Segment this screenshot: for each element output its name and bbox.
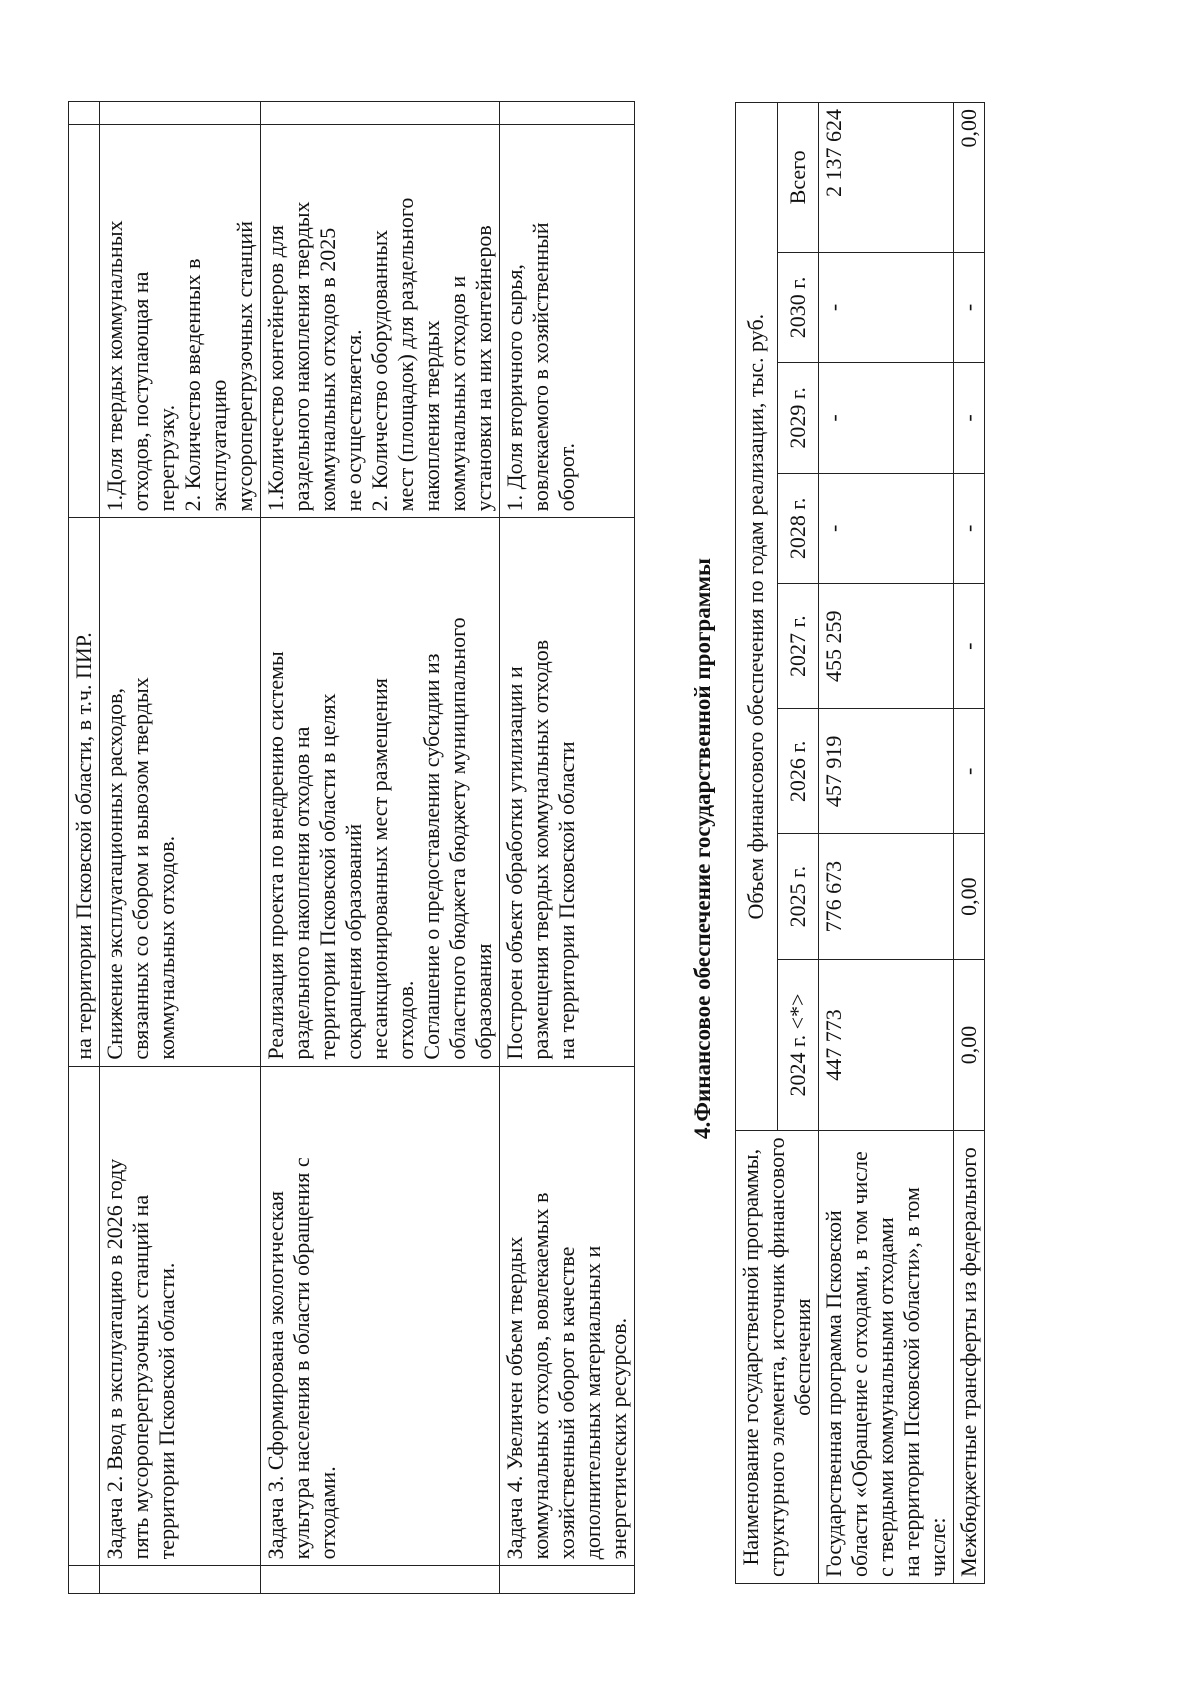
finance-header-row bbox=[736, 103, 778, 1584]
year-header-cell: 2028 г. bbox=[777, 473, 819, 583]
measure-text-line: Реализация проекта по внедрению системы bbox=[263, 651, 288, 1060]
indicator-text-line: раздельного накопления твердых bbox=[289, 201, 314, 512]
empty-cell bbox=[500, 102, 635, 125]
finance-row bbox=[819, 103, 954, 1584]
tasks-table bbox=[68, 101, 635, 1594]
empty-cell bbox=[261, 102, 500, 125]
empty-cell bbox=[100, 102, 261, 125]
finance-value-cell: 2 137 624 bbox=[819, 103, 954, 253]
measure-cell bbox=[69, 518, 100, 1066]
finance-value-cell: - bbox=[819, 363, 954, 473]
task-text-line: территории Псковской области. bbox=[154, 1262, 179, 1560]
task-text-line: Задача 3. Сформирована экологическая bbox=[263, 1191, 288, 1560]
finance-value-cell: 457 919 bbox=[819, 709, 954, 834]
indicator-text-line: коммунальных отходов в 2025 bbox=[315, 227, 340, 512]
indicator-text-line: 1.Доля твердых коммунальных bbox=[102, 220, 127, 512]
indicator-text-line: вовлекаемого в хозяйственный bbox=[528, 222, 553, 512]
indicator-text-line: мусороперегрузочных станций bbox=[232, 220, 257, 512]
year-header-cell: 2029 г. bbox=[777, 363, 819, 473]
name-header-line: обеспечения bbox=[790, 1298, 815, 1416]
task-text-line: хозяйственный оборот в качестве bbox=[554, 1246, 579, 1560]
measure-cell bbox=[261, 518, 500, 1066]
finance-value-cell: 776 673 bbox=[819, 834, 954, 959]
task-text-line: отходами. bbox=[315, 1466, 340, 1560]
indicator-text-line: оборот. bbox=[554, 442, 579, 512]
task-cell bbox=[500, 1066, 635, 1566]
measure-text-line: территории Псковской области в целях bbox=[315, 693, 340, 1060]
finance-name-line: на территории Псковской области», в том bbox=[899, 1187, 924, 1577]
finance-value-cell: - bbox=[954, 473, 985, 583]
indicator-text-line: коммунальных отходов и bbox=[445, 275, 470, 512]
row-number-cell bbox=[69, 1566, 100, 1594]
finance-value-cell: - bbox=[954, 252, 985, 362]
indicator-cell bbox=[500, 124, 635, 517]
name-header-line: Наименование государственной программы, bbox=[738, 1148, 763, 1566]
indicator-text-line: отходов, поступающая на bbox=[128, 271, 153, 512]
task-cell bbox=[69, 1066, 100, 1566]
table-row bbox=[261, 102, 500, 1594]
indicator-text-line: эксплуатацию bbox=[206, 379, 231, 512]
measure-text-line: отходов. bbox=[393, 980, 418, 1060]
indicator-text-line: мест (площадок) для раздельного bbox=[393, 197, 418, 512]
indicator-text-line: установки на них контейнеров bbox=[471, 225, 496, 512]
table-row bbox=[100, 102, 261, 1594]
year-header-cell: 2026 г. bbox=[777, 709, 819, 834]
year-header-cell: 2027 г. bbox=[777, 584, 819, 709]
measure-text-line: образования bbox=[471, 943, 496, 1060]
table-row bbox=[69, 102, 100, 1594]
finance-value-cell: 447 773 bbox=[819, 959, 954, 1131]
measure-text-line: Соглашение о предоставлении субсидии из bbox=[419, 653, 444, 1060]
finance-value-cell: - bbox=[954, 363, 985, 473]
task-text-line: энергетических ресурсов. bbox=[606, 1317, 631, 1560]
finance-name-line: области «Обращение с отходами, в том числе bbox=[847, 1151, 872, 1577]
finance-value-cell: 0,00 bbox=[954, 103, 985, 253]
empty-cell bbox=[69, 102, 100, 125]
measure-cell bbox=[100, 518, 261, 1066]
finance-row bbox=[954, 103, 985, 1584]
measure-cell bbox=[500, 518, 635, 1066]
finance-value-cell: - bbox=[819, 252, 954, 362]
name-header-line: структурного элемента, источник финансового bbox=[764, 1137, 789, 1577]
task-cell bbox=[261, 1066, 500, 1566]
row-number-cell bbox=[100, 1566, 261, 1594]
finance-table bbox=[735, 102, 985, 1584]
measure-text-line: Снижение эксплуатационных расходов, bbox=[102, 688, 127, 1060]
indicator-text-line: накопления твердых bbox=[419, 320, 444, 512]
measure-text-line: областного бюджета бюджету муниципального bbox=[445, 617, 470, 1060]
task-text-line: коммунальных отходов, вовлекаемых в bbox=[528, 1192, 553, 1560]
task-text-line: Задача 4. Увеличен объем твердых bbox=[502, 1236, 527, 1560]
finance-name-cell bbox=[954, 1131, 985, 1584]
task-text-line: Задача 2. Ввод в эксплуатацию в 2026 году bbox=[102, 1158, 127, 1560]
table-row bbox=[500, 102, 635, 1594]
measure-text-line: связанных со сбором и вывозом твердых bbox=[128, 677, 153, 1060]
task-text-line: дополнительных материальных и bbox=[580, 1245, 605, 1560]
year-header-cell: 2024 г. <*> bbox=[777, 959, 819, 1131]
finance-name-line: Межбюджетные трансферты из федерального bbox=[956, 1147, 981, 1577]
finance-name-line: Государственная программа Псковской bbox=[821, 1210, 846, 1577]
finance-value-cell: 455 259 bbox=[819, 584, 954, 709]
indicator-cell bbox=[261, 124, 500, 517]
measure-text-line: раздельного накопления отходов на bbox=[289, 726, 314, 1060]
finance-value-cell: 0,00 bbox=[954, 959, 985, 1131]
volume-header-cell: Объем финансового обеспечения по годам реализации, тыс. руб. bbox=[736, 103, 778, 1131]
year-header-cell: Всего bbox=[777, 103, 819, 253]
measure-text-line: на территории Псковской области, в т.ч. ПИР. bbox=[71, 632, 96, 1060]
indicator-text-line: 1. Доля вторичного сырья, bbox=[502, 264, 527, 512]
task-text-line: пять мусороперегрузочных станций на bbox=[128, 1194, 153, 1560]
row-number-cell bbox=[261, 1566, 500, 1594]
indicator-cell bbox=[69, 124, 100, 517]
year-header-cell: 2030 г. bbox=[777, 252, 819, 362]
measure-text-line: размещения твердых коммунальных отходов bbox=[528, 639, 553, 1060]
finance-name-line: с твердыми коммунальными отходами bbox=[873, 1217, 898, 1577]
indicator-cell bbox=[100, 124, 261, 517]
finance-name-cell bbox=[819, 1131, 954, 1584]
row-number-cell bbox=[500, 1566, 635, 1594]
measure-text-line: коммунальных отходов. bbox=[154, 835, 179, 1060]
task-cell bbox=[100, 1066, 261, 1566]
indicator-text-line: 1.Количество контейнеров для bbox=[263, 225, 288, 512]
finance-value-cell: - bbox=[954, 709, 985, 834]
measure-text-line: Построен объект обработки утилизации и bbox=[502, 666, 527, 1060]
task-text-line: культура населения в области обращения с bbox=[289, 1157, 314, 1560]
measure-text-line: сокращения образований bbox=[341, 823, 366, 1060]
section-title: 4.Финансовое обеспечение государственной программы bbox=[690, 558, 715, 1140]
indicator-text-line: 2. Количество оборудованных bbox=[367, 229, 392, 512]
tasks-table-body bbox=[69, 102, 635, 1594]
measure-text-line: на территории Псковской области bbox=[554, 741, 579, 1060]
finance-value-cell: - bbox=[819, 473, 954, 583]
finance-name-line: числе: bbox=[925, 1517, 950, 1577]
finance-value-cell: - bbox=[954, 584, 985, 709]
year-header-cell: 2025 г. bbox=[777, 834, 819, 959]
name-header-cell bbox=[736, 1131, 819, 1584]
indicator-text-line: 2. Количество введенных в bbox=[180, 258, 205, 512]
finance-value-cell: 0,00 bbox=[954, 834, 985, 959]
indicator-text-line: перегрузку. bbox=[154, 404, 179, 512]
indicator-text-line: не осуществляется. bbox=[341, 329, 366, 512]
measure-text-line: несанкционированных мест размещения bbox=[367, 678, 392, 1060]
finance-table-body bbox=[736, 103, 985, 1584]
